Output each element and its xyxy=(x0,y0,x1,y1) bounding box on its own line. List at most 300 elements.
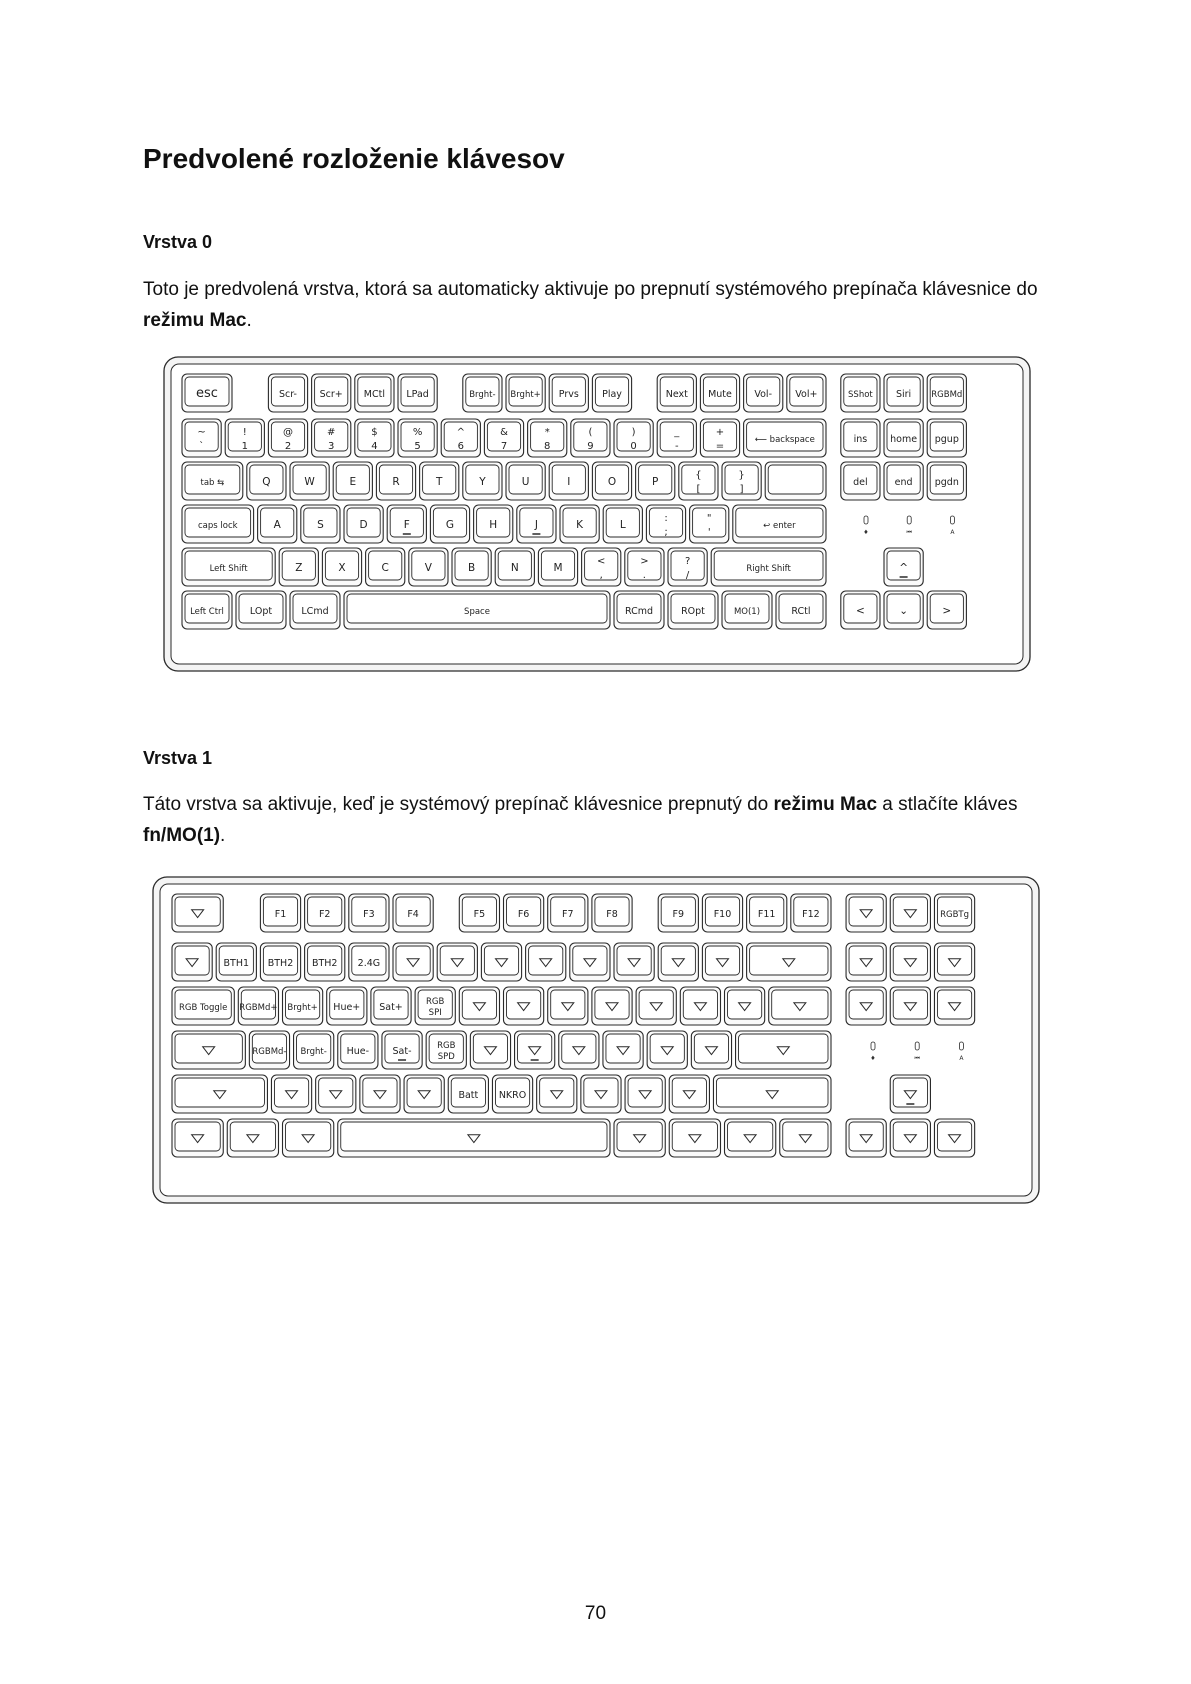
keycap-label: Brght+ xyxy=(510,390,541,400)
keycap-label: NKRO xyxy=(498,1090,527,1101)
keycap-label: RGB Toggle xyxy=(178,1003,228,1013)
keycap-label: Left Shift xyxy=(209,564,248,574)
keycap xyxy=(398,374,437,412)
keycap xyxy=(247,462,286,500)
keycap-shift-label: # xyxy=(327,427,336,438)
keycap xyxy=(393,943,433,981)
keycap-shift-label: ! xyxy=(242,427,247,438)
indicator-symbol: ⏮ xyxy=(914,1055,920,1062)
keycap-label: Brght- xyxy=(469,390,496,400)
keycap-label: Hue+ xyxy=(333,1002,361,1013)
keycap-label: F4 xyxy=(407,909,419,920)
keycap xyxy=(890,1075,930,1113)
keycap xyxy=(495,548,534,586)
keycap-label: H xyxy=(489,519,498,531)
keycap-label: T xyxy=(435,476,443,488)
keycap-label: MCtl xyxy=(363,389,386,400)
keycap xyxy=(172,987,234,1025)
keycap xyxy=(548,987,588,1025)
keycap xyxy=(736,1031,831,1069)
keycap-base-label: 8 xyxy=(544,441,551,452)
keycap xyxy=(890,894,930,932)
keycap xyxy=(927,462,966,500)
keycap xyxy=(517,505,556,543)
keycap-label: F10 xyxy=(713,909,732,920)
keycap xyxy=(841,374,880,412)
keycap xyxy=(430,505,469,543)
keycap-base-label: ` xyxy=(199,441,205,452)
keycap xyxy=(614,419,653,457)
keycap-shift-label: & xyxy=(500,427,508,438)
keycap-shift-label: $ xyxy=(371,427,378,438)
keycap-label: BTH1 xyxy=(223,958,250,969)
keycap-label: B xyxy=(467,562,476,574)
keycap xyxy=(702,943,742,981)
keycap-label: Right Shift xyxy=(746,564,791,574)
keycap-shift-label: ( xyxy=(588,427,593,438)
keycap xyxy=(182,374,232,412)
keycap-shift-label: _ xyxy=(674,427,680,438)
keycap xyxy=(371,987,411,1025)
keycap-label: RGBMd xyxy=(931,390,963,400)
keycap xyxy=(841,462,880,500)
keycap-label: K xyxy=(576,519,584,531)
keycap xyxy=(890,1119,930,1157)
keycap xyxy=(327,987,367,1025)
keycap xyxy=(680,987,720,1025)
keycap xyxy=(658,943,698,981)
keycap-shift-label: ^ xyxy=(456,427,465,438)
keycap-label: Scr+ xyxy=(319,389,343,400)
keycap xyxy=(647,1031,687,1069)
keycap xyxy=(884,591,923,629)
keycap-label: S xyxy=(317,519,324,531)
keycap-base-label: ' xyxy=(707,527,711,538)
keycap xyxy=(182,462,243,500)
keycap xyxy=(506,462,545,500)
keycap xyxy=(592,374,631,412)
keycap xyxy=(366,548,405,586)
keycap-label: RCmd xyxy=(624,606,654,617)
keycap-label: MO(1) xyxy=(733,607,761,617)
keycap xyxy=(603,1031,643,1069)
keycap-label: J xyxy=(534,519,538,531)
keycap-shift-label: + xyxy=(715,427,725,438)
indicator-symbol: A xyxy=(959,1055,964,1062)
keycap-label: I xyxy=(567,476,571,488)
keycap xyxy=(360,1075,400,1113)
keycap xyxy=(614,591,664,629)
keycap xyxy=(537,1075,577,1113)
keycap-label: Sat+ xyxy=(379,1002,403,1013)
keycap xyxy=(791,894,831,932)
keycap xyxy=(570,943,610,981)
keycap xyxy=(382,1031,422,1069)
keycap-label: Scr- xyxy=(279,389,297,400)
keycap xyxy=(884,374,923,412)
keycap xyxy=(625,548,664,586)
keycap xyxy=(404,1075,444,1113)
keycap xyxy=(528,419,567,457)
layer0-desc-text: Toto je predvolená vrstva, ktorá sa automaticky aktivuje po prepnutí systémového prepínača klávesnice do xyxy=(143,279,1038,300)
keycap xyxy=(841,419,880,457)
keycap-label: Batt xyxy=(458,1090,479,1101)
keycap xyxy=(747,894,787,932)
keycap-label: F5 xyxy=(473,909,486,920)
keycap-label: ⟵ backspace xyxy=(754,435,815,445)
keycap-base-label: ] xyxy=(739,484,744,495)
keycap xyxy=(349,943,389,981)
keycap-label: Z xyxy=(295,562,303,574)
keycap-label: E xyxy=(349,476,357,488)
keycap xyxy=(668,591,718,629)
keycap xyxy=(669,1075,709,1113)
keycap xyxy=(846,1119,886,1157)
keycap-label: SShot xyxy=(848,390,873,400)
keycap-base-label: 0 xyxy=(630,441,637,452)
keycap-shift-label: ~ xyxy=(197,427,206,438)
keycap xyxy=(420,462,459,500)
keycap xyxy=(474,505,513,543)
keycap-label: Vol+ xyxy=(795,389,818,400)
keycap xyxy=(934,894,974,932)
keycap xyxy=(592,987,632,1025)
keycap xyxy=(227,1119,278,1157)
layer1-desc-bold-mode: režimu Mac xyxy=(773,794,878,815)
keycap xyxy=(344,505,383,543)
keycap xyxy=(548,894,588,932)
keycap-label: F8 xyxy=(606,909,618,920)
keycap-base-label: ; xyxy=(664,527,668,538)
keycap xyxy=(658,894,698,932)
keycap xyxy=(526,943,566,981)
keycap xyxy=(744,419,826,457)
keycap-base-label: 7 xyxy=(500,441,508,452)
keycap-shift-label: " xyxy=(706,513,712,524)
keycap-label: O xyxy=(607,476,617,488)
keycap-label: ins xyxy=(853,434,868,445)
keycap-base-label: 4 xyxy=(371,441,378,452)
keycap-label: ROpt xyxy=(681,606,705,617)
keycap-label: Next xyxy=(665,389,688,400)
keycap-base-label: 3 xyxy=(328,441,335,452)
keycap-label: pgdn xyxy=(934,477,959,488)
keycap xyxy=(452,548,491,586)
keycap-label: F9 xyxy=(672,909,685,920)
keycap xyxy=(927,419,966,457)
keycap xyxy=(636,987,676,1025)
keycap xyxy=(725,987,765,1025)
keycap-label: F1 xyxy=(274,909,287,920)
indicator-symbol: ♦ xyxy=(870,1055,876,1062)
keycap xyxy=(398,419,437,457)
keycap-label: pgup xyxy=(934,434,959,445)
keycap xyxy=(463,462,502,500)
keycap xyxy=(927,374,966,412)
keycap-label: RGB xyxy=(426,997,445,1007)
keycap xyxy=(884,462,923,500)
keycap xyxy=(884,548,923,586)
keycap xyxy=(769,987,831,1025)
keycap xyxy=(646,505,685,543)
keycap-shift-label: } xyxy=(738,470,745,481)
indicator-symbol: ⏮ xyxy=(906,529,912,536)
keyboard-layer0-svg xyxy=(163,356,1031,672)
keycap xyxy=(441,419,480,457)
layer1-desc-mid: a stlačíte kláves xyxy=(877,794,1018,815)
keycap xyxy=(470,1031,510,1069)
keycap xyxy=(258,505,297,543)
keycap xyxy=(182,505,254,543)
keycap xyxy=(415,987,455,1025)
keycap xyxy=(691,1031,731,1069)
keycap xyxy=(355,374,394,412)
keycap-label: L xyxy=(619,519,626,531)
keycap-label: RGBMd+ xyxy=(239,1003,278,1013)
keycap xyxy=(344,591,610,629)
keycap xyxy=(549,462,588,500)
keycap-shift-label: > xyxy=(640,556,649,567)
keycap xyxy=(592,462,631,500)
keycap xyxy=(172,943,212,981)
keycap xyxy=(592,894,632,932)
keycap-label: F xyxy=(403,519,410,531)
keycap-label: A xyxy=(273,519,281,531)
keycap xyxy=(625,1075,665,1113)
keycap xyxy=(603,505,642,543)
keycap xyxy=(283,987,323,1025)
indicator-symbol: A xyxy=(950,529,955,536)
keycap xyxy=(355,419,394,457)
keycap xyxy=(294,1031,334,1069)
keycap-label: Space xyxy=(464,607,490,617)
keycap xyxy=(182,419,221,457)
keycap xyxy=(481,943,521,981)
keycap-base-label: 2 xyxy=(284,441,292,452)
keycap-base-label: 9 xyxy=(587,441,594,452)
keycap xyxy=(459,987,499,1025)
keycap-label: Q xyxy=(262,476,271,488)
keycap-shift-label: * xyxy=(544,427,550,438)
keycap-label: F12 xyxy=(802,909,820,920)
keycap xyxy=(260,943,300,981)
keycap xyxy=(846,894,886,932)
keycap xyxy=(636,462,675,500)
keycap xyxy=(934,1119,974,1157)
keycap-label: Sat- xyxy=(392,1046,412,1057)
keycap-shift-label: ? xyxy=(684,556,691,567)
keycap xyxy=(312,374,351,412)
keycap xyxy=(172,1075,267,1113)
layer1-desc-text: Táto vrstva sa aktivuje, keď je systémový prepínač klávesnice prepnutý do xyxy=(143,794,774,815)
keycap xyxy=(437,943,477,981)
keycap xyxy=(884,419,923,457)
keycap-label: F11 xyxy=(757,909,776,920)
keycap-label: end xyxy=(894,477,913,488)
keycap-label: LCmd xyxy=(301,606,329,617)
keycap-label: F2 xyxy=(318,909,331,920)
keycap xyxy=(283,1119,334,1157)
keycap xyxy=(668,548,707,586)
keycap xyxy=(934,943,974,981)
keycap xyxy=(290,462,329,500)
keycap xyxy=(172,1119,223,1157)
keycap-label: Vol- xyxy=(754,389,773,400)
keycap-label: ⌄ xyxy=(899,605,909,617)
keycap-label: tab ⇆ xyxy=(200,478,225,488)
keycap xyxy=(409,548,448,586)
keycap xyxy=(182,548,275,586)
keycap xyxy=(238,987,278,1025)
layer0-desc-bold: režimu Mac xyxy=(143,310,247,331)
keycap-label: Prvs xyxy=(558,389,579,400)
keycap xyxy=(549,374,588,412)
keycap xyxy=(338,1119,610,1157)
keycap xyxy=(560,505,599,543)
keycap xyxy=(515,1031,555,1069)
keycap-label: home xyxy=(890,434,918,445)
keycap xyxy=(559,1031,599,1069)
keycap-label: F6 xyxy=(517,909,530,920)
keycap xyxy=(846,943,886,981)
keycap xyxy=(172,1031,245,1069)
keycap xyxy=(890,987,930,1025)
keycap-label: Play xyxy=(602,389,622,400)
keycap-label: U xyxy=(521,476,530,488)
layer0-desc-end: . xyxy=(246,310,252,331)
keycap-label: V xyxy=(424,562,432,574)
keycap xyxy=(387,505,426,543)
keycap xyxy=(700,419,739,457)
keycap-label: LOpt xyxy=(249,606,273,617)
layer1-desc-end: . xyxy=(220,825,226,846)
keycap xyxy=(614,1119,665,1157)
keycap xyxy=(338,1031,378,1069)
keycap-label: R xyxy=(392,476,400,488)
keycap-base-label: . xyxy=(642,570,646,581)
keycap xyxy=(312,419,351,457)
keycap xyxy=(305,894,345,932)
keycap xyxy=(349,894,389,932)
keycap xyxy=(172,894,223,932)
keycap xyxy=(657,374,696,412)
keycap-label: C xyxy=(381,562,389,574)
keycap-shift-label: < xyxy=(597,556,606,567)
keycap xyxy=(747,943,831,981)
keycap xyxy=(846,987,886,1025)
keycap-label: F7 xyxy=(562,909,574,920)
keycap-label: G xyxy=(445,519,455,531)
keycap xyxy=(711,548,826,586)
keycap xyxy=(581,1075,621,1113)
keycap-label: D xyxy=(359,519,368,531)
keycap-label: F3 xyxy=(363,909,375,920)
keycap-label: Y xyxy=(479,476,486,488)
keycap-label: N xyxy=(510,562,519,574)
keycap xyxy=(780,1119,831,1157)
keycap xyxy=(713,1075,831,1113)
keycap-label: SPD xyxy=(437,1052,455,1062)
keycap-label: P xyxy=(652,476,659,488)
keycap xyxy=(890,943,930,981)
layer1-description xyxy=(143,789,1063,851)
keycap-base-label: [ xyxy=(696,484,701,495)
keycap xyxy=(225,419,264,457)
keycap xyxy=(722,591,772,629)
keycap-label: esc xyxy=(196,386,218,401)
keycap xyxy=(426,1031,466,1069)
keycap-base-label: 6 xyxy=(457,441,464,452)
keyboard-layer0-diagram xyxy=(163,356,1031,672)
keycap-label: > xyxy=(942,605,952,617)
keycap xyxy=(765,462,826,500)
keycap xyxy=(492,1075,532,1113)
keycap xyxy=(690,505,729,543)
keycap xyxy=(725,1119,776,1157)
keycap xyxy=(700,374,739,412)
keycap xyxy=(216,943,256,981)
keycap-label: Brght- xyxy=(300,1047,327,1057)
keycap xyxy=(669,1119,720,1157)
keycap-base-label: - xyxy=(674,441,679,452)
keycap-label: < xyxy=(855,605,865,617)
keycap-label: RCtl xyxy=(791,606,811,617)
keycap xyxy=(679,462,718,500)
keycap xyxy=(333,462,372,500)
keycap xyxy=(504,987,544,1025)
keycap-base-label: 1 xyxy=(241,441,248,452)
keycap xyxy=(268,374,307,412)
indicator-symbol: ♦ xyxy=(863,529,869,536)
keycap xyxy=(249,1031,289,1069)
keycap xyxy=(538,548,577,586)
keycap xyxy=(506,374,545,412)
keycap-label: M xyxy=(553,562,563,574)
keycap xyxy=(463,374,502,412)
keycap xyxy=(448,1075,488,1113)
keycap xyxy=(290,591,340,629)
keycap xyxy=(268,419,307,457)
keycap-label: Left Ctrl xyxy=(190,607,224,617)
keycap xyxy=(722,462,761,500)
keycap xyxy=(934,987,974,1025)
keycap-label: BTH2 xyxy=(311,958,338,969)
keycap xyxy=(484,419,523,457)
keycap-shift-label: @ xyxy=(283,427,293,438)
keycap-label: RGBTg xyxy=(940,910,970,920)
keycap xyxy=(841,591,880,629)
keycap-label: Hue- xyxy=(346,1046,370,1057)
keycap-shift-label: { xyxy=(695,470,702,481)
keycap xyxy=(271,1075,311,1113)
page-title: Predvolené rozloženie klávesov xyxy=(143,143,565,174)
keyboard-layer1-diagram xyxy=(152,876,1040,1204)
keycap-label: ^ xyxy=(899,562,909,574)
keycap-shift-label: ) xyxy=(631,427,636,438)
keycap-label: Siri xyxy=(895,389,912,400)
keycap xyxy=(279,548,318,586)
keycap xyxy=(305,943,345,981)
keycap xyxy=(393,894,433,932)
layer0-heading: Vrstva 0 xyxy=(143,232,213,252)
keycap xyxy=(322,548,361,586)
keycap-label: SPI xyxy=(428,1008,442,1018)
keycap-label: LPad xyxy=(406,389,429,400)
keycap xyxy=(260,894,300,932)
layer1-desc-bold-key: fn/MO(1) xyxy=(143,825,221,846)
keycap xyxy=(787,374,826,412)
keycap-base-label: 5 xyxy=(414,441,421,452)
